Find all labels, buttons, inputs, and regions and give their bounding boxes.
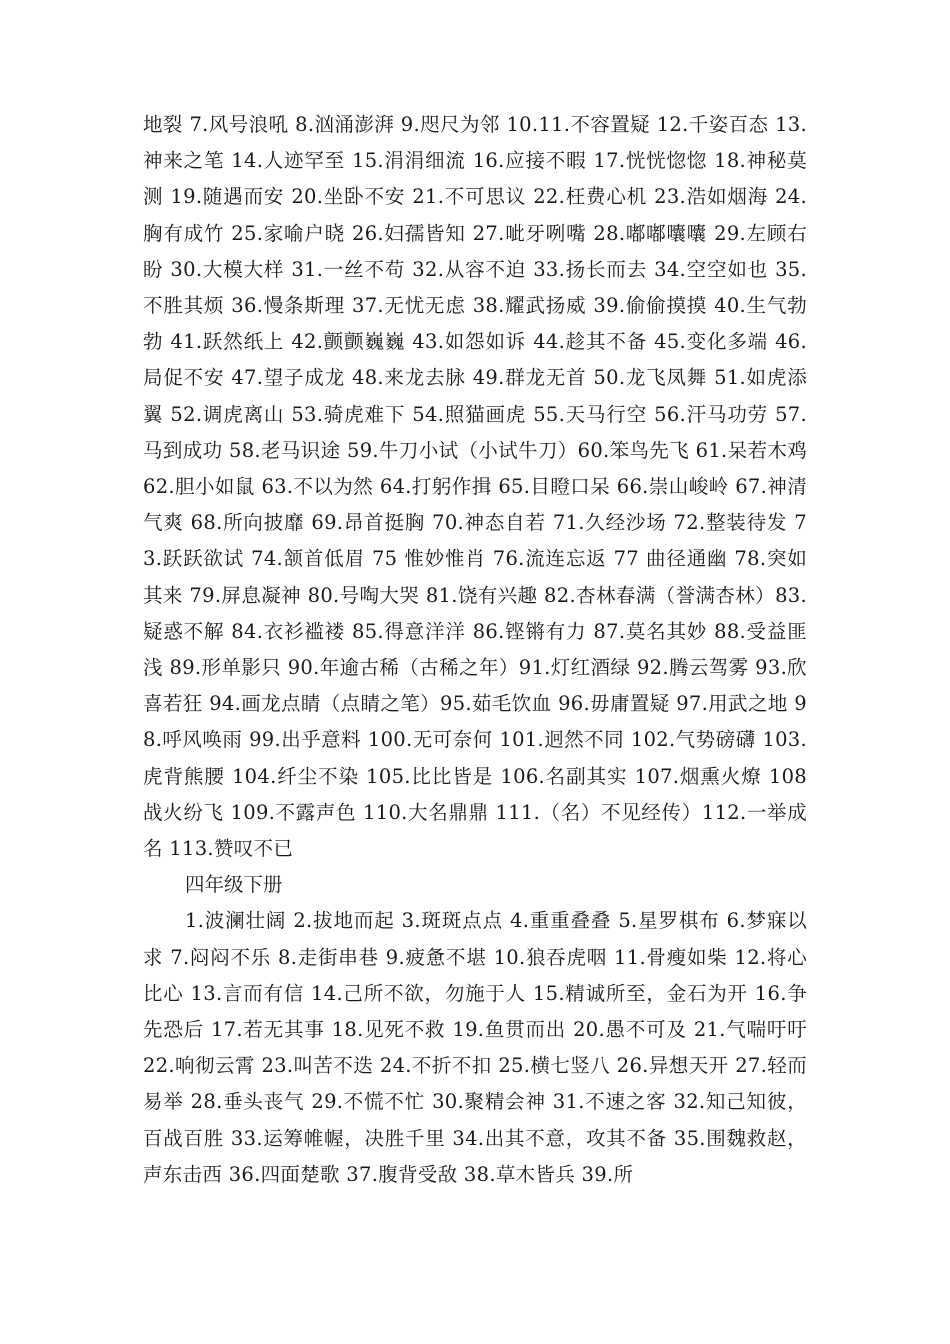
idiom-list-grade4-lower: 1.波澜壮阔 2.拔地而起 3.斑斑点点 4.重重叠叠 5.星罗棋布 6.梦寐以求 7.闷闷不乐 8.走街串巷 9.疲惫不堪 10.狼吞虎咽 11.骨瘦如柴 12.将心比心 13.言而有信 14.己所不欲，勿施于人 15.精诚所至，金石为开 16.争先恐后 17.若无其事 18.见死不救 19.鱼贯而出 20.愚不可及 21.气喘吁吁 22.响彻云霄 23.叫苦不迭 24.不折不扣 25.横七竖八 26.异想天开 27.轻而易举 28.垂头丧气 29.不慌不忙 30.聚精会神 31.不速之客 32.知己知彼，百战百胜 33.运筹帷幄，决胜千里 34.出其不意，攻其不备 35.围魏救赵，声东击西 36.四面楚歌 37.腹背受敌 38.草木皆兵 39.所 — [143, 909, 807, 1186]
idiom-list-grade4-upper: 地裂 7.风号浪吼 8.汹涌澎湃 9.咫尺为邻 10.11.不容置疑 12.千姿百态 13.神来之笔 14.人迹罕至 15.涓涓细流 16.应接不暇 17.恍恍惚惚 18.神秘莫测 19.随遇而安 20.坐卧不安 21.不可思议 22.枉费心机 23.浩如烟海 24.胸有成竹 25.家喻户晓 26.妇孺皆知 27.呲牙咧嘴 28.嘟嘟囔囔 29.左顾右盼 30.大模大样 31.一丝不苟 32.从容不迫 33.扬长而去 34.空空如也 35.不胜其烦 36.慢条斯理 37.无忧无虑 38.耀武扬威 39.偷偷摸摸 40.生气勃勃 41.跃然纸上 42.颤颤巍巍 43.如怨如诉 44.趁其不备 45.变化多端 46.局促不安 47.望子成龙 48.来龙去脉 49.群龙无首 50.龙飞凤舞 51.如虎添翼 52.调虎离山 53.骑虎难下 54.照猫画虎 55.天马行空 56.汗马功劳 57.马到成功 58.老马识途 59.牛刀小试（小试牛刀）60.笨鸟先飞 61.呆若木鸡 62.胆小如鼠 63.不以为然 64.打躬作揖 65.目瞪口呆 66.崇山峻岭 67.神清气爽 68.所向披靡 69.昂首挺胸 70.神态自若 71.久经沙场 72.整装待发 73.跃跃欲试 74.颔首低眉 75 惟妙惟肖 76.流连忘返 77 曲径通幽 78.突如其来 79.屏息凝神 80.号啕大哭 81.饶有兴趣 82.杏林春满（誉满杏林）83.疑惑不解 84.衣衫褴褛 85.得意洋洋 86.铿锵有力 87.莫名其妙 88.受益匪浅 89.形单影只 90.年逾古稀（古稀之年）91.灯红酒绿 92.腾云驾雾 93.欣喜若狂 94.画龙点睛（点睛之笔）95.茹毛饮血 96.毋庸置疑 97.用武之地 98.呼风唤雨 99.出乎意料 100.无可奈何 101.迥然不同 102.气势磅礴 103.虎背熊腰 104.纤尘不染 105.比比皆是 106.名副其实 107.烟熏火燎 108 战火纷飞 109.不露声色 110.大名鼎鼎 111.（名）不见经传）112.一举成名 113.赞叹不已 — [143, 113, 807, 861]
section-heading-grade4-lower: 四年级下册 — [185, 873, 283, 897]
document-page — [143, 107, 807, 1193]
